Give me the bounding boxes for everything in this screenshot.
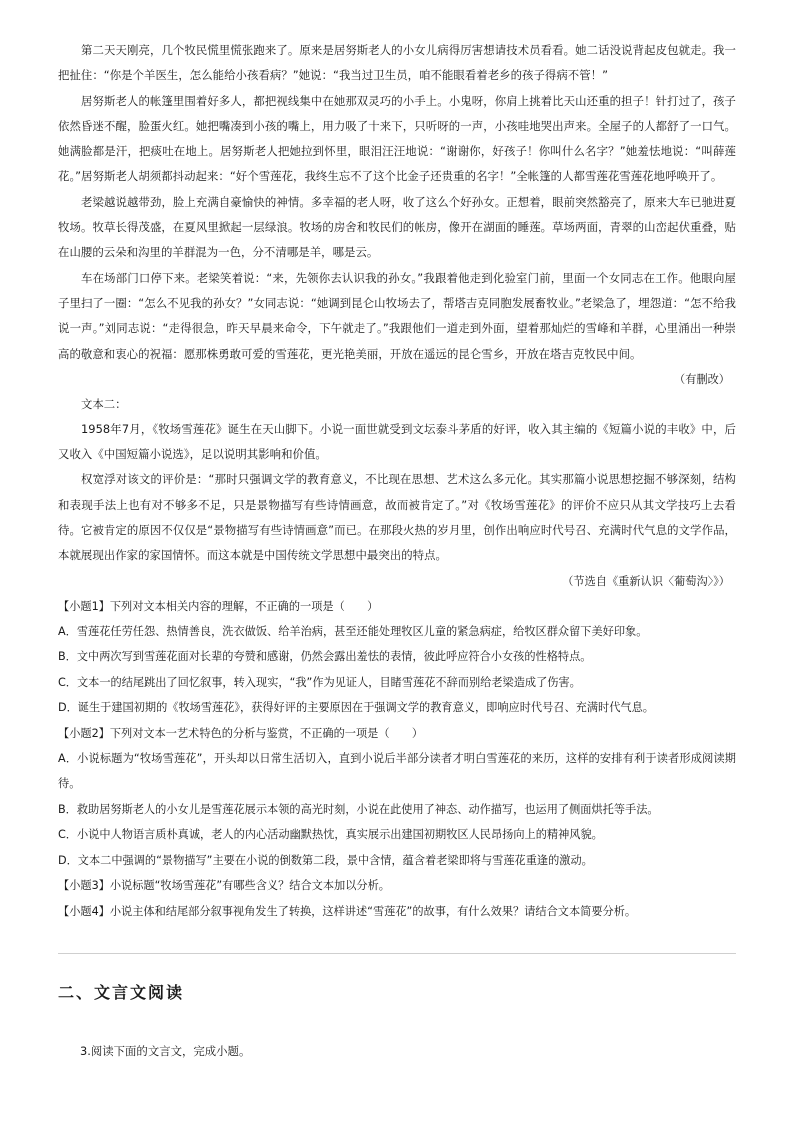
question-3: 【小题3】小说标题“牧场雪莲花”有哪些含义？结合文本加以分析。 [58,879,390,893]
text2-paragraph-2: 权宽浮对该文的评价是：“那时只强调文学的教育意义，不比现在思想、艺术这么多元化。其实那篇小说思想挖掘不够深刻，结构和表现手法上也有对不够多不足，只是景物描写有些诗情画意，故而被肯定了。”对《牧场雪莲花》的评价不应只从其文学技巧上去看待。它被肯定的原因不仅仅是“景物描写有些诗情画意”而已。在那段火热的岁月里，创作出响应时代号召、充满时代气息的文学作品，本就展现出作家的家国情怀。而这本就是中国传统文学思想中最突出的特点。 [58,472,736,563]
question-1-option-d: D．诞生于建国初期的《牧场雪莲花》，获得好评的主要原因在于强调文学的教育意义，即响应时代号召、充满时代气息。 [58,701,654,715]
section-title: 二、文言文阅读 [58,983,185,1002]
question-1-option-a: A．雪莲花任劳任怨、热情善良，洗衣做饭、给羊治病，甚至还能处理牧区儿童的紧急病症，给牧区群众留下美好印象。 [58,625,648,639]
text1-paragraph-3: 老梁越说越带劲，脸上充满自豪愉快的神情。多幸福的老人呀，收了这么个好孙女。正想着，眼前突然豁亮了，原来大车已驰进夏牧场。牧草长得茂盛，在夏风里掀起一层绿浪。牧场的房舍和牧民们的帐房，像开在湖面的睡莲。草场两面，青翠的山峦起伏重叠，贴在山腰的云朵和沟里的羊群混为一色，分不清哪是羊，哪是云。 [58,194,736,260]
question-2-option-d: D．文本二中强调的“景物描写”主要在小说的倒数第二段，景中含情，蕴含着老梁即将与雪莲花重逢的激动。 [58,853,593,867]
question-1-option-c: C．文本一的结尾跳出了回忆叙事，转入现实，“我”作为见证人，目睹雪莲花不辞而别给老梁造成了伤害。 [58,675,581,689]
question-1-stem: 【小题1】下列对文本相关内容的理解，不正确的一项是（ ） [58,599,379,613]
text1-paragraph-1: 第二天天刚亮，几个牧民慌里慌张跑来了。原来是居努斯老人的小女儿病得厉害想请技术员看看。她二话没说背起皮包就走。我一把扯住：“你是个羊医生，怎么能给小孩看病？”她说：“我当过卫生员，咱不能眼看着老乡的孩子得病不管！” [58,43,736,83]
classical-reading-instruction: 3.阅读下面的文言文，完成小题。 [80,1044,251,1058]
question-2-stem: 【小题2】下列对文本一艺术特色的分析与鉴赏，不正确的一项是（ ） [58,726,424,740]
text2-paragraph-1: 1958年7月，《牧场雪莲花》诞生在天山脚下。小说一面世就受到文坛泰斗茅盾的好评，收入其主编的《短篇小说的丰收》中，后又收入《中国短篇小说选》，足以说明其影响和价值。 [58,421,736,462]
question-1-option-b: B．文中两次写到雪莲花面对长辈的夸赞和感谢，仍然会露出羞怯的表情，彼此呼应符合小女孩的性格特点。 [58,650,592,664]
text1-edit-note: （有删改） [674,372,730,386]
section-divider [58,953,736,954]
text1-paragraph-2: 居努斯老人的帐篷里围着好多人，都把视线集中在她那双灵巧的小手上。小鬼呀，你肩上挑着比天山还重的担子！针打过了，孩子依然昏迷不醒，脸蛋火红。她把嘴凑到小孩的嘴上，用力吸了十来下，只听呀的一声，小孩哇地哭出声来。全屋子的人都舒了一口气。她满脸都是汗，把痰吐在地上。居努斯老人把她拉到怀里，眼泪汪汪地说：“谢谢你，好孩子！你叫什么名字？”她羞怯地说：“叫薛莲花。”居努斯老人胡须都抖动起来：“好个雪莲花，我终生忘不了这个比金子还贵重的名字！”全帐篷的人都雪莲花雪莲花地呼唤开了。 [58,93,736,184]
question-2-option-a: A．小说标题为“牧场雪莲花”，开头却以日常生活切入，直到小说后半部分读者才明白雪莲花的来历，这样的安排有利于读者形成阅读期待。 [58,752,736,791]
reading-content [58,38,736,924]
question-2-option-b: B．救助居努斯老人的小女儿是雪莲花展示本领的高光时刻，小说在此使用了神态、动作描写，也运用了侧面烘托等手法。 [58,802,659,816]
question-2-option-c: C．小说中人物语言质朴真诚，老人的内心活动幽默热忱，真实展示出建国初期牧区人民昂扬向上的精神风貌。 [58,828,603,842]
text1-paragraph-4: 车在场部门口停下来。老梁笑着说：“来，先领你去认识我的孙女。”我跟着他走到化验室门前，里面一个女同志在工作。他眼向屋子里扫了一圈：“怎么不见我的孙女？”女同志说：“她调到昆仑山牧场去了，帮塔吉克同胞发展畜牧业。”老梁急了，埋怨道：“怎不给我说一声。”刘同志说：“走得很急，昨天早晨来命令，下午就走了。”我跟他们一道走到外面，望着那灿烂的雪峰和羊群，心里涌出一种崇高的敬意和衷心的祝福：愿那株勇敢可爱的雪莲花，更光艳美丽，开放在遥远的昆仑雪乡，开放在塔吉克牧民中间。 [58,270,736,361]
question-4: 【小题4】小说主体和结尾部分叙事视角发生了转换，这样讲述“雪莲花”的故事，有什么效果？请结合文本简要分析。 [58,904,637,918]
text2-label: 文本二： [81,396,127,411]
text2-source: （节选自《重新认识〈葡萄沟〉》） [562,574,730,588]
